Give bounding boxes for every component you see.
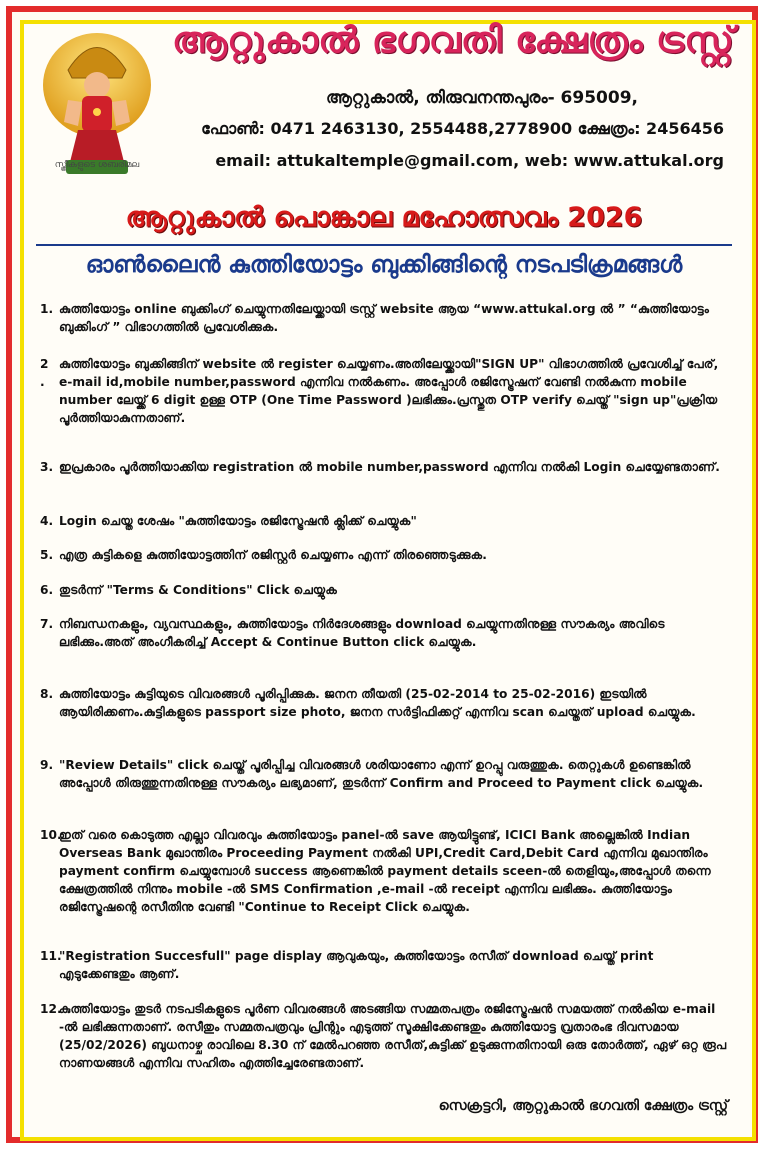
step-number: 3. — [40, 460, 54, 474]
step-text: നിബന്ധനകളും, വ്യവസ്ഥകളും, കുത്തിയോട്ടം നിർദേശങ്ങളും download ചെയ്യുന്നതിനുള്ള സൗകര്യം അവിടെ ലഭിക്കും.അത് അംഗീകരിച്ച് Accept & Continue Button click ചെയ്യുക. — [59, 617, 665, 649]
step-number: 7. — [40, 617, 54, 631]
step-text: കുത്തിയോട്ടം തുടർ നടപടികളുടെ പൂർണ വിവരങ്ങൾ അടങ്ങിയ സമ്മതപത്രം രജിസ്ട്രേഷൻ സമയത്ത് നൽകിയ e-mail -ൽ ലഭിക്കുന്നതാണ്. രസീതും സമ്മതപത്രവും പ്രിന്റും എടുത്ത് സൂക്ഷിക്കേണ്ടതും കുത്തിയോട്ട വ്രതാരംഭ ദിവസമായ (25/02/2026) ബുധനാഴ്ച രാവിലെ 8.30 ന് മേൽപറഞ്ഞ രസീത്,കുട്ടിക്ക് ഉടുക്കുന്നതിനായി ഒരു തോർത്ത്, ഏഴ് ഒറ്റ രൂപ നാണയങ്ങൾ എന്നിവ സഹിതം എത്തിച്ചേരേണ്ടതാണ്. — [59, 1002, 727, 1070]
email-web-line: email: attukaltemple@gmail.com, web: www.attukal.org — [215, 151, 724, 170]
step-text: കുത്തിയോട്ടം ബുക്കിങ്ങിന് website ൽ register ചെയ്യണം.അതിലേയ്ക്കായി"SIGN UP" വിഭാഗത്തിൽ പ്രവേശിച്ച് പേര്, e-mail id,mobile number,password എന്നിവ നൽകണം. അപ്പോൾ രജിസ്ട്രേഷന് വേണ്ടി നൽകുന്ന mobile number ലേയ്ക്ക് 6 digit ഉള്ള OTP (One Time Password )ലഭിക്കും.പ്രസ്തുത OTP verify ചെയ്ത് "sign up"പ്രക്രിയ പൂർത്തിയാകുന്നതാണ്. — [59, 357, 719, 425]
phone-line: ഫോൺ: 0471 2463130, 2554488,2778900 ക്ഷേത്രം: 2456456 — [201, 119, 724, 138]
step-number: 10. — [40, 828, 62, 842]
step-text: Login ചെയ്ത ശേഷം "കുത്തിയോട്ടം രജിസ്ട്രേഷൻ ക്ലിക്ക് ചെയ്യുക" — [59, 514, 417, 528]
secretary-signature: സെക്രട്ടറി, ആറ്റുകാൽ ഭഗവതി ക്ഷേത്രം ട്രസ്റ്റ് — [438, 1098, 728, 1114]
step-number: 4. — [40, 514, 54, 528]
step-text: കുത്തിയോട്ടം കുട്ടിയുടെ വിവരങ്ങൾ പൂരിപ്പിക്കുക. ജനന തീയതി (25-02-2014 to 25-02-2016) ഇടയിൽ ആയിരിക്കണം.കുട്ടികളുടെ passport size photo, ജനന സർട്ടിഫിക്കറ്റ് എന്നിവ scan ചെയ്തത് upload ചെയ്യുക. — [59, 687, 696, 719]
title-divider — [36, 244, 732, 246]
step-text: ഇത് വരെ കൊടുത്ത എല്ലാ വിവരവും കുത്തിയോട്ടം panel-ൽ save ആയിട്ടുണ്ട്, ICICI Bank അല്ലെങ്കിൽ Indian Overseas Bank മുഖാന്തിരം Proceeding Payment നൽകി UPI,Credit Card,Debit Card എന്നിവ മുഖാന്തിരം payment confirm ചെയ്യുമ്പോൾ success ആണെങ്കിൽ payment details sceen-ൽ തെളിയും,അപ്പോൾ തന്നെ ക്ഷേത്രത്തിൽ നിന്നും mobile -ൽ SMS Confirmation ,e-mail -ൽ receipt എന്നിവ ലഭിക്കും. കുത്തിയോട്ടം രജിസ്ട്രേഷന്റെ രസീതിനു വേണ്ടി "Continue to Receipt Click ചെയ്യുക. — [59, 828, 711, 914]
step-text: എത്ര കുട്ടികളെ കുത്തിയോട്ടത്തിന് രജിസ്റ്റർ ചെയ്യണം എന്ന് തിരഞ്ഞെടുക്കുക. — [59, 548, 487, 562]
procedure-subtitle: ഓൺലൈൻ കുത്തിയോട്ടം ബുക്കിങ്ങിന്റെ നടപടിക്രമങ്ങൾ — [85, 252, 683, 278]
logo-caption: സ്ത്രീകളുടെ ശബരിമല — [54, 160, 140, 170]
step-number: 2 . — [40, 357, 49, 389]
goddess-logo-icon — [38, 30, 156, 180]
step-text: "Registration Succesfull" page display ആവുകയും, കുത്തിയോട്ടം രസീത് download ചെയ്ത് print എടുക്കേണ്ടതും ആണ്. — [59, 949, 654, 981]
step-number: 1. — [40, 302, 54, 316]
address-line: ആറ്റുകാൽ, തിരുവനന്തപുരം- 695009, — [325, 88, 638, 108]
step-number: 5. — [40, 548, 54, 562]
trust-name-heading: ആറ്റുകാൽ ഭഗവതി ക്ഷേത്രം ട്രസ്റ്റ് — [172, 20, 735, 61]
festival-title: ആറ്റുകാൽ പൊങ്കാല മഹോത്സവം 2026 — [125, 202, 643, 233]
step-text: "Review Details" click ചെയ്ത് പൂരിപ്പിച്ച വിവരങ്ങൾ ശരിയാണോ എന്ന് ഉറപ്പു വരുത്തുക. തെറ്റുകൾ ഉണ്ടെങ്കിൽ അപ്പോൾ തിരുത്തുന്നതിനുള്ള സൗകര്യം ലഭ്യമാണ്, തുടർന്ന് Confirm and Proceed to Payment click ചെയ്യുക. — [59, 758, 704, 790]
step-text: തുടർന്ന് "Terms & Conditions" Click ചെയ്യുക — [59, 583, 337, 597]
step-text: ഇപ്രകാരം പൂർത്തിയാക്കിയ registration ൽ mobile number,password എന്നിവ നൽകി Login ചെയ്യേണ്ടതാണ്. — [59, 460, 720, 474]
step-number: 6. — [40, 583, 54, 597]
step-number: 11. — [40, 949, 62, 963]
step-text: കുത്തിയോട്ടം online ബുക്കിംഗ് ചെയ്യുന്നതിലേയ്ക്കായി ട്രസ്റ്റ് website ആയ “www.attukal.org ൽ ” “കുത്തിയോട്ടം ബുക്കിംഗ് ” വിഭാഗത്തിൽ പ്രവേശിക്കുക. — [59, 302, 709, 334]
step-number: 12. — [40, 1002, 62, 1016]
step-number: 9. — [40, 758, 54, 772]
step-number: 8. — [40, 687, 54, 701]
